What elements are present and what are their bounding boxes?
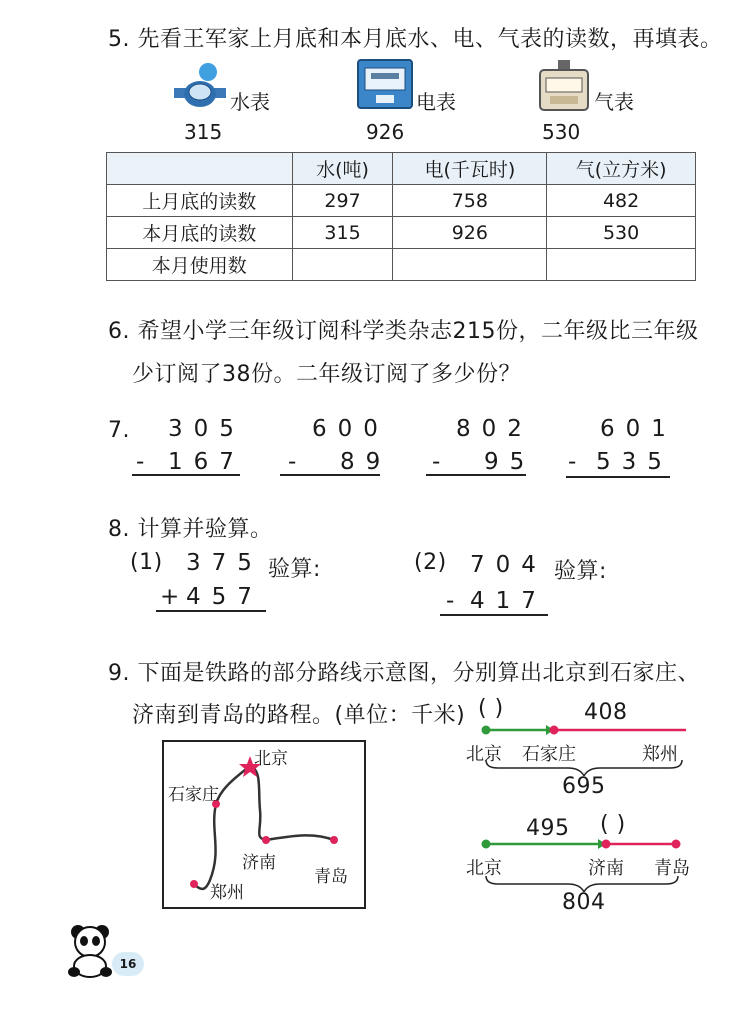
panda-icon	[64, 922, 116, 980]
diagram1-blank[interactable]: ( )	[478, 696, 504, 721]
q8-problem2-bottom: 417	[470, 588, 547, 614]
table-cell: 315	[292, 217, 393, 249]
table-cell: 758	[393, 185, 547, 217]
q7-problem1-op: -	[136, 449, 156, 475]
table-header-row	[107, 153, 696, 185]
q7-problem1-bottom: 167	[168, 449, 245, 475]
q8-problem2-check-label: 验算:	[554, 559, 607, 584]
answer-cell-gas[interactable]	[547, 249, 696, 281]
q8-title: 8. 计算并验算。	[108, 517, 273, 542]
q7-problem4-top: 601	[600, 416, 677, 442]
q7-problem1-top: 305	[168, 416, 245, 442]
q7-problem3-underline	[426, 474, 526, 476]
diagram2-station-beijing: 北京	[466, 858, 502, 879]
table-header-water: 水(吨)	[292, 153, 393, 185]
q7-problem4-bottom: 535	[596, 449, 673, 475]
q7-problem3-top: 802	[456, 416, 533, 442]
q7-problem3-op: -	[432, 449, 452, 475]
q6-line1: 6. 希望小学三年级订阅科学类杂志215份，二年级比三年级	[108, 319, 699, 344]
gas-meter-icon	[536, 58, 592, 114]
map-city-jinan: 济南	[242, 853, 276, 873]
electric-meter-label: 电表	[416, 90, 456, 114]
q8-problem1-top: 375	[186, 550, 263, 576]
table-cell: 482	[547, 185, 696, 217]
table-row-label: 本月使用数	[107, 249, 293, 281]
water-meter-reading: 315	[184, 120, 223, 144]
q7-number: 7.	[108, 418, 130, 443]
water-meter-icon	[172, 62, 228, 112]
q8-problem2-label: (2)	[414, 550, 447, 575]
q8-problem1-label: (1)	[130, 550, 163, 575]
answer-cell-electric[interactable]	[393, 249, 547, 281]
table-cell: 926	[393, 217, 547, 249]
q7-problem2-op: -	[288, 449, 308, 475]
q8-problem1-op: +	[160, 584, 191, 610]
q7-problem1-underline	[132, 474, 240, 476]
water-meter-label: 水表	[230, 90, 270, 114]
jinan-dot	[262, 836, 270, 844]
table-row-label: 上月底的读数	[107, 185, 293, 217]
diagram2-blank[interactable]: ( )	[600, 812, 626, 837]
table-row	[107, 249, 696, 281]
q5-text: 5. 先看王军家上月底和本月底水、电、气表的读数，再填表。	[108, 27, 723, 52]
map-city-zhengzhou: 郑州	[210, 883, 244, 903]
map-city-qingdao: 青岛	[314, 867, 348, 887]
map-city-shijiazhuang: 石家庄	[168, 785, 219, 805]
q7-problem2-underline	[280, 474, 380, 476]
table-cell: 297	[292, 185, 393, 217]
gas-meter-reading: 530	[542, 120, 581, 144]
q7-problem4-underline	[566, 476, 670, 478]
answer-cell-water[interactable]	[292, 249, 393, 281]
diagram2-station-qingdao: 青岛	[654, 858, 690, 879]
q9-line1: 9. 下面是铁路的部分路线示意图，分别算出北京到石家庄、	[108, 661, 700, 686]
diagram2-total: 804	[562, 890, 606, 915]
q7-problem3-bottom: 95	[484, 449, 536, 475]
table-cell: 530	[547, 217, 696, 249]
diagram1-seg2: 408	[584, 700, 628, 725]
page-number: 16	[112, 952, 144, 976]
q8-problem1-check-label: 验算:	[268, 557, 321, 582]
table-row	[107, 217, 696, 249]
diagram1-station-beijing: 北京	[466, 744, 502, 765]
q7-problem2-top: 600	[312, 416, 389, 442]
diagram2-seg1: 495	[526, 816, 570, 841]
table-header-electric: 电(千瓦时)	[393, 153, 547, 185]
q8-problem2-op: -	[446, 588, 466, 614]
table-row	[107, 185, 696, 217]
q7-problem2-bottom: 89	[340, 449, 392, 475]
diagram1-station-shijiazhuang: 石家庄	[522, 744, 576, 765]
q7-problem4-op: -	[568, 449, 588, 475]
q9-line2: 济南到青岛的路程。(单位：千米)	[132, 703, 466, 728]
map-city-beijing: 北京	[254, 749, 288, 769]
electric-meter-reading: 926	[366, 120, 405, 144]
qingdao-dot	[330, 836, 338, 844]
diagram1-total: 695	[562, 774, 606, 799]
q6-line2: 少订阅了38份。二年级订阅了多少份？	[132, 362, 521, 387]
gas-meter-label: 气表	[594, 90, 634, 114]
zhengzhou-dot	[190, 880, 198, 888]
q8-problem1-bottom: 457	[186, 584, 263, 610]
table-header-gas: 气(立方米)	[547, 153, 696, 185]
diagram2-station-jinan: 济南	[588, 858, 624, 879]
q8-problem2-top: 704	[470, 552, 547, 578]
q8-problem1-underline	[156, 610, 266, 612]
meter-reading-table	[106, 152, 696, 281]
q8-problem2-underline	[440, 614, 548, 616]
table-header-corner	[107, 153, 293, 185]
electric-meter-icon	[356, 58, 414, 110]
table-row-label: 本月底的读数	[107, 217, 293, 249]
diagram1-station-zhengzhou: 郑州	[642, 744, 678, 765]
